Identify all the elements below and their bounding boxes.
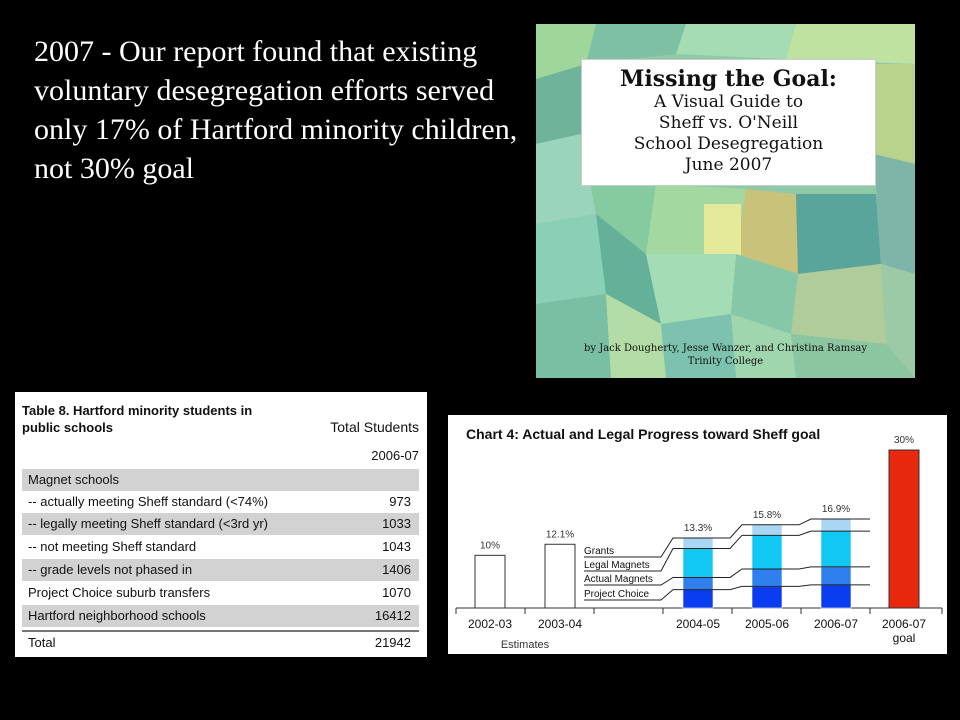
data-label: 16.9% — [821, 503, 851, 515]
row-value: 1033 — [382, 516, 411, 531]
x-tick-label: 2006-07 — [813, 617, 859, 631]
cover-authors-box — [536, 342, 915, 368]
bar — [475, 555, 505, 608]
bar-segment — [821, 585, 851, 608]
students-table — [15, 392, 427, 657]
bar-segment — [752, 535, 782, 569]
x-tick-label: 2005-06 — [744, 617, 790, 631]
bar-segment — [683, 590, 713, 608]
table-row — [22, 605, 419, 628]
x-tick-label: 2002-03 — [467, 617, 513, 631]
progress-chart-panel — [448, 415, 947, 654]
table-column-header: Total Students — [330, 419, 419, 435]
table-title-line-2: public schools — [22, 420, 114, 435]
table-row — [22, 630, 419, 655]
table-row — [22, 469, 419, 492]
row-label: Magnet schools — [28, 472, 120, 487]
bar-segment — [683, 577, 713, 589]
x-tick-label: 2004-05 — [675, 617, 721, 631]
progress-chart — [448, 415, 947, 654]
data-label: 12.1% — [545, 529, 575, 541]
row-label: -- not meeting Sheff standard — [28, 539, 197, 554]
bar-segment — [683, 548, 713, 577]
table-title-line-1: Table 8. Hartford minority students in — [22, 403, 253, 418]
row-value: 16412 — [374, 608, 411, 623]
row-label: Total — [28, 635, 56, 650]
bar-segment — [752, 569, 782, 586]
chart-title: Chart 4: Actual and Legal Progress toward Sheff goal — [466, 426, 821, 442]
cover-title: Missing the Goal: — [620, 66, 837, 92]
data-label: 10% — [479, 540, 501, 552]
cover-authors: by Jack Dougherty, Jesse Wanzer, and Christina Ramsay — [583, 343, 867, 354]
table-row — [22, 582, 419, 605]
bar-segment — [821, 519, 851, 531]
legend-label: Actual Magnets — [584, 574, 653, 585]
row-label: -- grade levels not phased in — [28, 562, 193, 577]
row-value: 1070 — [382, 585, 411, 600]
table-title — [22, 402, 252, 436]
legend-label: Legal Magnets — [584, 560, 650, 571]
report-cover-image — [536, 24, 915, 378]
table-row — [22, 513, 419, 536]
bar-segment — [683, 538, 713, 549]
bar-segment — [752, 525, 782, 536]
row-label: Hartford neighborhood schools — [28, 608, 206, 623]
table-row — [22, 536, 419, 559]
estimates-label: Estimates — [500, 639, 550, 651]
headline-text: 2007 - Our report found that existing voluntary desegregation efforts served only 17% of Hartford minority children, not 30% goal — [34, 35, 518, 185]
row-value: 973 — [389, 494, 411, 509]
table-year-header: 2006-07 — [371, 448, 419, 463]
row-label: -- actually meeting Sheff standard (<74%) — [28, 494, 269, 509]
bar — [545, 544, 575, 608]
row-label: -- legally meeting Sheff standard (<3rd yr) — [28, 516, 269, 531]
bar-segment — [752, 586, 782, 608]
legend-label: Project Choice — [584, 589, 650, 600]
row-value: 1406 — [382, 562, 411, 577]
data-label: 30% — [893, 435, 915, 446]
cover-institution: Trinity College — [687, 356, 764, 367]
x-tick-label: 2006-07 — [881, 617, 927, 631]
data-label: 13.3% — [683, 522, 713, 534]
legend-label: Grants — [584, 546, 615, 557]
row-value: 21942 — [374, 635, 411, 650]
data-label: 15.8% — [752, 509, 782, 521]
cover-subtitle-2: Sheff vs. O'Neill — [658, 113, 799, 133]
table-row — [22, 491, 419, 514]
bar-segment — [821, 567, 851, 585]
x-tick-label: goal — [892, 631, 916, 645]
x-tick-label: 2003-04 — [537, 617, 583, 631]
row-label: Project Choice suburb transfers — [28, 585, 211, 600]
cover-subtitle-1: A Visual Guide to — [653, 92, 804, 112]
cover-title-box — [581, 59, 876, 186]
cover-subtitle-3: School Desegregation — [633, 134, 824, 154]
bar-segment — [821, 531, 851, 567]
bar — [889, 450, 919, 608]
row-value: 1043 — [382, 539, 411, 554]
cover-subtitle-4: June 2007 — [684, 155, 773, 175]
table-row — [22, 559, 419, 582]
